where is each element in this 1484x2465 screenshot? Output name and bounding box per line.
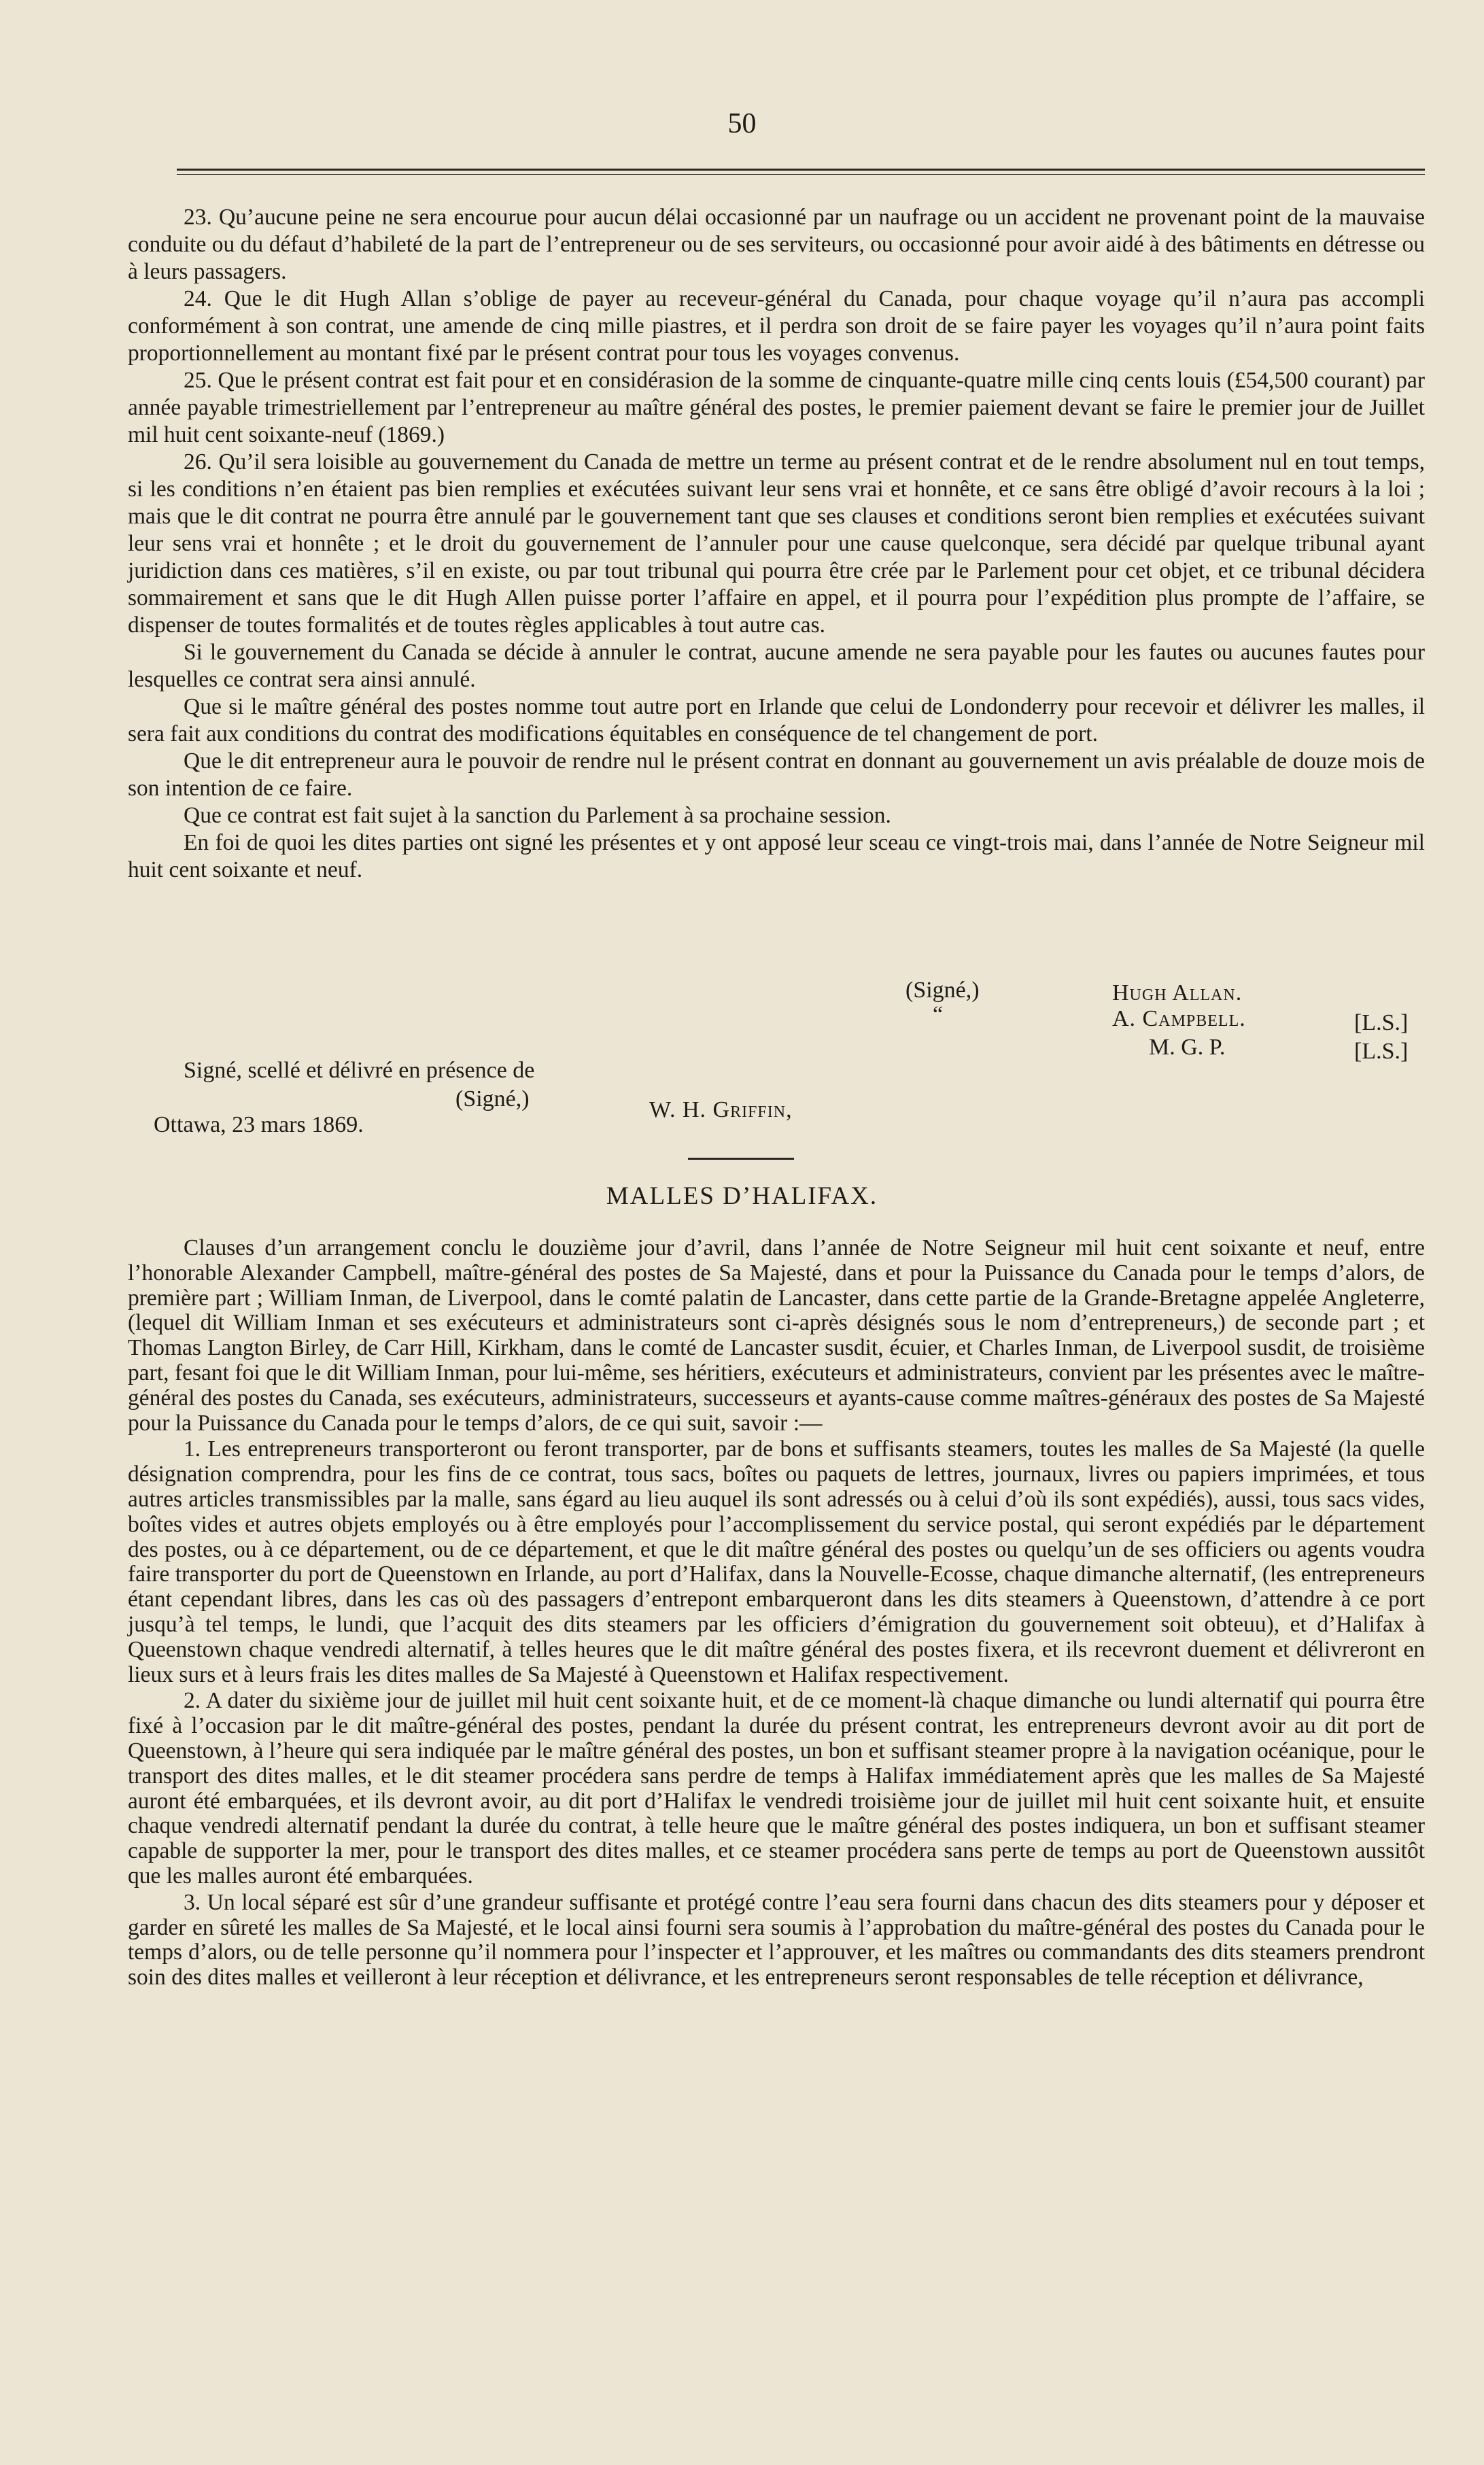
halifax-mail-clauses [128,1236,1425,1990]
section-heading: MALLES D’HALIFAX. [606,1182,878,1210]
clause-2: 2. A dater du sixième jour de juillet mil huit cent soixante huit, et de ce moment-là chaque dimanche ou lundi alternatif qui pourra être fixé à l’occasion par le dit maître-général des postes, pendant la durée du présent contrat, les entrepreneurs devront avoir au dit port de Queenstown, à l’heure qui sera indiquée par le maître général des postes, un bon et suffisant steamer propre à la navigation océanique, pour le transport des dites malles, et le dit steamer procédera sans perdre de temps à Halifax immédiatement après que les malles de Sa Majesté auront été embarquées, et ils devront avoir, au dit port d’Halifax le vendredi troisième jour de juillet mil huit cent soixante huit, et ensuite chaque vendredi alternatif pendant la durée du contrat, à telle heure que le maître général des postes indiquera, un bon et suffisant steamer capable de supporter la mer, pour le transport des dites malles, et ce steamer procédera sans perte de temps au port de Queenstown aussitôt que les malles auront été embarquées. [128,1688,1425,1889]
witness-signe-label: (Signé,) [455,1086,530,1111]
preamble-paragraph: Clauses d’un arrangement conclu le douzième jour d’avril, dans l’année de Notre Seigneur mil huit cent soixante et neuf, entre l’honorable Alexander Campbell, maître-général des postes de Sa Majesté, dans et pour la Puissance du Canada pour le temps d’alors, de première part ; William Inman, de Liverpool, dans le comté palatin de Lancaster, dans cette partie de la Grande-Bretagne appelée Angleterre, (lequel dit William Inman et ses exécuteurs et administrateurs sont ci-après désignés sous le nom d’entrepreneurs,) de seconde part ; et Thomas Langton Birley, de Carr Hill, Kirkham, dans le comté de Lancaster susdit, écuier, et Charles Inman, de Liverpool susdit, de troisième part, fesant foi que le dit William Inman, pour lui-même, ses héritiers, exécuteurs et administrateurs, convient par les présentes avec le maître-général des postes du Canada, ses exécuteurs, administrateurs, successeurs et ayants-cause comme maîtres-généraux des postes de Sa Majesté pour la Puissance du Canada pour le temps d’alors, de ce qui suit, savoir :— [128,1235,1425,1436]
seal-mark-2: [L.S.] [1354,1039,1409,1064]
port-change-paragraph: Que si le maître général des postes nomme tout autre port en Irlande que celui de Londonderry pour recevoir et délivrer les malles, il sera fait aux conditions du contrat des modifications équitables en conséquence de tel changement de port. [128,694,1425,746]
clause-25: 25. Que le présent contrat est fait pour et en considérasion de la somme de cinquante-quatre mille cinq cents louis (£54,500 courant) par année payable trimestriellement par l’entrepreneur au maître général des postes, le premier paiement devant se faire le premier jour de Juillet mil huit cent soixante-neuf (1869.) [128,368,1425,447]
signatory-hugh-allan: Hugh Allan. [1112,980,1243,1005]
clause-26: 26. Qu’il sera loisible au gouvernement du Canada de mettre un terme au présent contrat et de le rendre absolument nul en tout temps, si les conditions n’en étaient pas bien remplies et exécutées suivant leur sens vrai et honnête, et ce sans être obligé d’avoir recours à la loi ; mais que le dit contrat ne pourra être annulé par le gouvernement tant que ses clauses et conditions seront bien remplies et exécutées suivant leur sens vrai et honnête ; et le droit du gouvernement de l’annuler pour une cause quelconque, sera décidé par quelque tribunal ayant juridiction dans ces matières, s’il en existe, ou par tout tribunal qui pourra être crée par le Parlement pour cet objet, et ce tribunal décidera sommairement et sans que le dit Hugh Allen puisse porter l’affaire en appel, et il pourra pour l’expédition plus prompte de l’affaire, se dispenser de toutes formalités et de toutes règles applicables à tout autre cas. [128,449,1425,638]
page-number: 50 [727,108,757,139]
clause-1: 1. Les entrepreneurs transporteront ou feront transporter, par de bons et suffisants steamers, toutes les malles de Sa Majesté (la quelle désignation comprendra, pour les fins de ce contrat, tous sacs, boîtes ou paquets de lettres, journaux, livres ou papiers imprimées, et tous autres articles transmissibles par la malle, sans égard au lieu auquel ils sont adressés ou à celui d’où ils sont expédiés), aussi, tous sacs vides, boîtes vides et autres objets employés ou à être employés pour l’accomplissement du service postal, qui seront expédiés par le département des postes, ou à ce département, ou de ce département, et que le dit maître général des postes ou quelqu’un de ses officiers ou agents voudra faire transporter du port de Queenstown en Irlande, au port d’Halifax, dans la Nouvelle-Ecosse, chaque dimanche alternatif, (les entrepreneurs étant cependant libres, dans les cas où des passagers d’entrepont embarqueront dans les dits steamers à Queenstown, d’attendre à ce port jusqu’à tel temps, le lundi, que l’acquit des dits steamers par les officiers d’émigration du gouvernement soit obteuu), et d’Halifax à Queenstown chaque vendredi alternatif, à telles heures que le dit maître général des postes fixera, et ils recevront duement et délivreront en lieux surs et à leurs frais les dites malles de Sa Majesté à Queenstown et Halifax respectivement. [128,1436,1425,1687]
header-rule-thick [177,169,1425,171]
sanction-paragraph: Que ce contrat est fait sujet à la sanction du Parlement à sa prochaine session. [184,803,891,828]
signe-label: (Signé,) [905,978,980,1003]
witness-clause: En foi de quoi les dites parties ont signé les présentes et y ont apposé leur sceau ce vingt-trois mai, dans l’année de Notre Seigneur mil huit cent soixante et neuf. [128,830,1425,882]
notice-paragraph: Que le dit entrepreneur aura le pouvoir de rendre nul le présent contrat en donnant au gouvernement un avis préalable de douze mois de son intention de ce faire. [128,748,1425,801]
section-divider [688,1158,794,1160]
annulment-paragraph: Si le gouvernement du Canada se décide à annuler le contrat, aucune amende ne sera payable pour les fautes ou aucunes fautes pour lesquelles ce contrat sera ainsi annulé. [128,640,1425,692]
ditto-mark: “ [933,1002,944,1027]
clause-3: 3. Un local séparé est sûr d’une grandeur suffisante et protégé contre l’eau sera fourni dans chacun des dits steamers pour y déposer et garder en sûreté les malles de Sa Majesté, et le local ainsi fourni sera soumis à l’approbation du maître-général des postes du Canada pour le temps d’alors, ou de telle personne qu’il nommera pour l’inspecter et l’approuver, et les maîtres ou commandants des dits steamers prendront soin des dites malles et veilleront à leur réception et délivrance, et les entrepreneurs seront responsables de telle réception et délivrance, [128,1889,1425,1990]
seal-mark-1: [L.S.] [1354,1010,1409,1035]
signatory-title: M. G. P. [1149,1035,1226,1060]
contract-clauses [128,204,1425,884]
clause-23: 23. Qu’aucune peine ne sera encourue pour aucun délai occasionné par un naufrage ou un accident ne provenant point de la mauvaise conduite ou du défaut d’habileté de la part de l’entrepreneur ou de ses serviteurs, ou occasionné pour avoir aidé à des bâtiments en détresse ou à leurs passagers. [128,205,1425,284]
signatory-a-campbell: A. Campbell. [1112,1006,1246,1031]
witness-name: W. H. Griffin, [649,1097,793,1122]
clause-24: 24. Que le dit Hugh Allan s’oblige de payer au receveur-général du Canada, pour chaque voyage qu’il n’aura pas accompli conformément à son contrat, une amende de cinq mille piastres, et il perdra son droit de se faire payer les voyages qu’il n’aura point faits proportionnellement au montant fixé par le présent contrat pour tous les voyages convenus. [128,286,1425,366]
witness-line: Signé, scellé et délivré en présence de [184,1058,535,1083]
place-date: Ottawa, 23 mars 1869. [154,1112,364,1137]
header-rule-thin [177,174,1425,175]
